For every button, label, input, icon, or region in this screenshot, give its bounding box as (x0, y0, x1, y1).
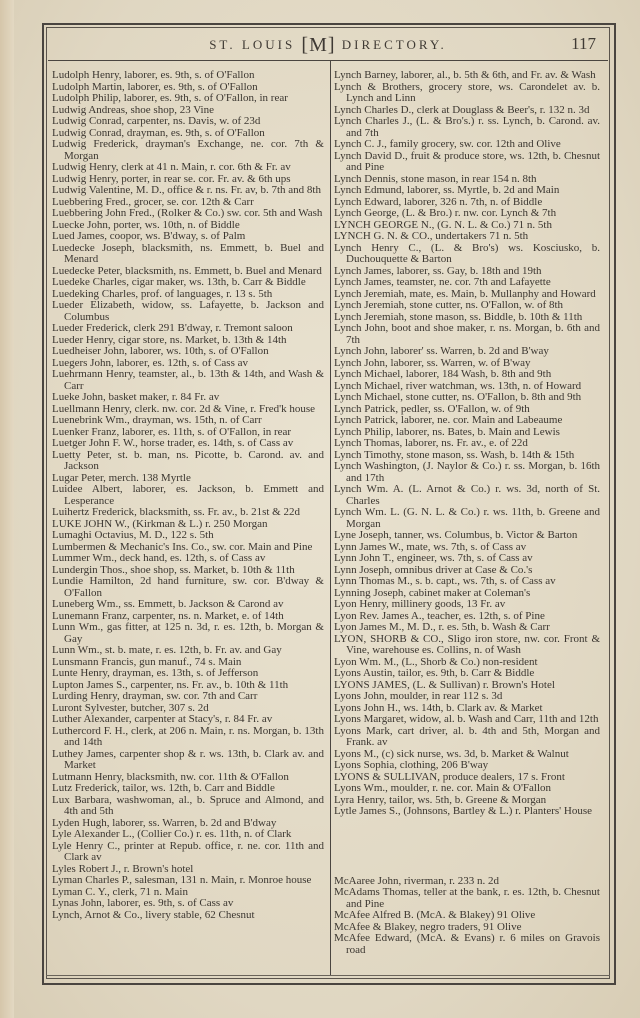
directory-entry: Lynch Philip, laborer, ns. Bates, b. Main and Lewis (334, 425, 560, 438)
directory-entry: Lynch Wm. A. (L. Arnot & Co.) r. ws. 3d, north of St. Charles (334, 483, 600, 507)
directory-entry: Lynch James, laborer, ss. Gay, b. 18th and 19th (334, 264, 542, 277)
directory-entry: Lynas John, laborer, es. 9th, s. of Cass av (52, 897, 234, 909)
directory-entry: Lyon Henry, millinery goods, 13 Fr. av (334, 598, 506, 610)
directory-entry: LYON, SHORB & CO., Sligo iron store, nw. cor. Front & Vine, warehouse es. Collins, n. of Wash (334, 632, 600, 656)
bottom-rule (46, 975, 610, 976)
directory-entry: Lynch Patrick, pedler, ss. O'Fallon, w. of 9th (334, 402, 530, 415)
directory-entry: Lynch Patrick, laborer, ne. cor. Main and Labeaume (334, 414, 563, 426)
directory-entry: Lueke John, basket maker, r. 84 Fr. av (52, 391, 220, 403)
directory-entry: Lyman Charles P., salesman, 131 n. Main, r. Monroe house (52, 874, 312, 886)
directory-entry: Lyden Hugh, laborer, ss. Warren, b. 2d and B'dway (52, 816, 277, 829)
directory-entry: McAaree John, riverman, r. 233 n. 2d (334, 874, 499, 887)
directory-entry: Lynch Wm. L. (G. N. L. & Co.) r. ws. 11th, b. Greene and Morgan (334, 506, 600, 530)
directory-entry: Lynch Charles J., (L. & Bro's.) r. ss. Lynch, b. Carond. av. and 7th (334, 115, 600, 139)
directory-entry: Lutz Frederick, tailor, ws. 12th, b. Carr and Biddle (52, 782, 275, 794)
directory-entry: Luebbering John Fred., (Rolker & Co.) sw. cor. 5th and Wash (52, 207, 323, 219)
directory-entry: Lynch Edmund, laborer, ss. Myrtle, b. 2d and Main (334, 184, 560, 196)
directory-entry: Lynn John T., engineer, ws. 7th, s. of Cass av (334, 552, 533, 564)
directory-entry: Luetty Peter, st. b. man, ns. Picotte, b. Carond. av. and Jackson (52, 448, 324, 472)
directory-entry: Lugar Peter, merch. 138 Myrtle (52, 471, 191, 484)
directory-entry: Ludwig Henry, porter, in rear se. cor. Fr. av. & 6th ups (52, 172, 291, 185)
directory-entry: Luegers John, laborer, es. 12th, s. of Cass av (52, 356, 248, 369)
directory-entry: Luenebrink Wm., drayman, ws. 15th, n. of Carr (52, 414, 262, 426)
directory-entry: Lynn Thomas M., s. b. capt., ws. 7th, s. of Cass av (334, 575, 556, 587)
directory-entry: Luedecke Peter, blacksmith, ns. Emmett, b. Buel and Menard (52, 264, 322, 277)
directory-entry: Lyle Henry C., printer at Repub. office, r. ne. cor. 11th and Clark av (52, 839, 324, 863)
directory-entry: Lynch Jeremiah, stone cutter, ns. O'Fallon, w. of 8th (334, 299, 564, 311)
directory-entry: McAdams Thomas, teller at the bank, r. es. 12th, b. Chesnut and Pine (334, 886, 600, 910)
directory-entry: Lynch John, laborer, ss. Warren, w. of B'way (334, 356, 531, 369)
directory-entry: Luebbering Fred., grocer, se. cor. 12th & Carr (52, 195, 254, 208)
directory-entry: Luthercord F. H., clerk, at 206 n. Main, r. ns. Morgan, b. 13th and 14th (52, 724, 324, 748)
directory-entry: LYONS & SULLIVAN, produce dealers, 17 s. Front (334, 770, 565, 783)
directory-entry: Lynch Washington, (J. Naylor & Co.) r. ss. Morgan, b. 16th and 17th (334, 460, 600, 484)
left-column (52, 70, 324, 921)
directory-entry: Lumaghi Octavius, M. D., 122 s. 5th (52, 529, 214, 541)
directory-entry: Lueder Elizabeth, widow, ss. Lafayette, b. Jackson and Columbus (52, 299, 324, 323)
directory-entry: Luetger John F. W., horse trader, es. 14th, s. of Cass av (52, 437, 294, 449)
directory-entry: Lyons Wm., moulder, r. ne. cor. Main & O'Fallon (334, 782, 552, 794)
section-letter: [M] (301, 34, 336, 56)
directory-entry: Luenker Franz, laborer, es. 11th, s. of O'Fallon, in rear (52, 425, 292, 438)
directory-entry: Ludolph Martin, laborer, es. 9th, s. of O'Fallon (52, 80, 258, 93)
directory-entry: Lundie Hamilton, 2d hand furniture, sw. cor. B'dway & O'Fallon (52, 575, 324, 599)
directory-entry: Luedecke Joseph, blacksmith, ns. Emmett, b. Buel and Menard (52, 241, 324, 265)
directory-entry: Lynch Michael, laborer, 184 Wash, b. 8th and 9th (334, 368, 552, 380)
directory-entry: Lumbermen & Mechanic's Ins. Co., sw. cor. Main and Pine (52, 540, 313, 553)
directory-entry: McAfee & Blakey, negro traders, 91 Olive (334, 920, 522, 933)
directory-entry: Lummer Wm., deck hand, es. 12th, s. of Cass av (52, 552, 266, 564)
directory-entry: Lynn Joseph, omnibus driver at Case & Co.'s (334, 563, 533, 576)
directory-entry: Lynch George, (L. & Bro.) r. nw. cor. Lynch & 7th (334, 207, 557, 219)
directory-entry: Lyman C. Y., clerk, 71 n. Main (52, 885, 188, 898)
directory-entry: Lynch John, boot and shoe maker, r. ns. Morgan, b. 6th and 7th (334, 322, 600, 346)
directory-entry: Luront Sylvester, butcher, 307 s. 2d (52, 701, 209, 714)
page-number: 117 (571, 34, 596, 53)
directory-entry: Ludwig Conrad, drayman, es. 9th, s. of O'Fallon (52, 126, 265, 139)
directory-entry: LYNCH GEORGE N., (G. N. L. & Co.) 71 n. 5th (334, 218, 552, 231)
directory-entry: Lynning Joseph, cabinet maker at Coleman's (334, 586, 531, 599)
directory-entry: Lyons Margaret, widow, al. b. Wash and Carr, 11th and 12th (334, 713, 599, 725)
directory-entry: Lyons Austin, tailor, es. 9th, b. Carr & Biddle (334, 667, 535, 679)
directory-entry: Luihertz Frederick, blacksmith, ss. Fr. av., b. 21st & 22d (52, 506, 300, 518)
directory-entry: Ludolph Henry, laborer, es. 9th, s. of O'Fallon (52, 69, 255, 81)
directory-entry: Lynch Michael, stone cutter, ns. O'Fallon, b. 8th and 9th (334, 391, 582, 403)
directory-entry: Luedeking Charles, prof. of languages, r. 13 s. 5th (52, 287, 273, 300)
directory-entry: Lynch Jeremiah, stone mason, ss. Biddle, b. 10th & 11th (334, 310, 583, 323)
directory-entry: Lynch Dennis, stone mason, in rear 154 n. 8th (334, 172, 537, 185)
directory-entry: Ludwig Henry, clerk at 41 n. Main, r. cor. 6th & Fr. av (52, 161, 291, 173)
directory-entry: Lunemann Franz, carpenter, ns. n. Market, e. of 14th (52, 609, 284, 622)
directory-entry: Lynch C. J., family grocery, sw. cor. 12th and Olive (334, 138, 561, 150)
directory-entry: Lynn James W., mate, ws. 7th, s. of Cass av (334, 540, 527, 553)
title-directory: DIRECTORY. (341, 37, 447, 52)
directory-entry: Lyles Robert J., r. Brown's hotel (52, 862, 194, 875)
directory-entry: Lynch David D., fruit & produce store, ws. 12th, b. Chesnut and Pine (334, 149, 600, 173)
directory-entry: Lueder Henry, cigar store, ns. Market, b. 13th & 14th (52, 333, 287, 346)
directory-entry: Lupton James S., carpenter, ns. Fr. av., b. 10th & 11th (52, 678, 289, 691)
title-city: ST. LOUIS (209, 37, 296, 52)
directory-entry: Lyon Rev. James A., teacher, es. 12th, s. of Pine (334, 609, 545, 622)
directory-entry: Ludwig Valentine, M. D., office & r. ns. Fr. av, b. 7th and 8th (52, 184, 321, 196)
directory-entry: Lyons Mark, cart driver, al. b. 4th and 5th, Morgan and Frank. av (334, 724, 600, 748)
directory-entry: LYONS JAMES, (L. & Sullivan) r. Brown's Hotel (334, 678, 555, 691)
directory-entry: Lutmann Henry, blacksmith, nw. cor. 11th & O'Fallon (52, 770, 289, 783)
directory-entry: LUKE JOHN W., (Kirkman & L.) r. 250 Morgan (52, 517, 268, 530)
directory-entry: Lunn Wm., gas fitter, at 125 n. 3d, r. es. 12th, b. Morgan & Gay (52, 621, 324, 645)
directory-entry: Lunsmann Francis, gun manuf., 74 s. Main (52, 655, 242, 668)
directory-entry: Lyra Henry, tailor, ws. 5th, b. Greene & Morgan (334, 793, 547, 806)
directory-entry: Ludolph Philip, laborer, es. 9th, s. of O'Fallon, in rear (52, 92, 288, 104)
directory-entry: Luedheiser John, laborer, ws. 10th, s. of O'Fallon (52, 345, 269, 357)
running-header (48, 30, 608, 61)
directory-entry: Lynch Barney, laborer, al., b. 5th & 6th, and Fr. av. & Wash (334, 69, 596, 81)
directory-entry: Lyon Wm. M., (L., Shorb & Co.) non-resident (334, 655, 538, 668)
directory-entry: Lundergin Thos., shoe shop, ss. Market, b. 10th & 11th (52, 563, 295, 576)
directory-entry: Ludwig Andreas, shoe shop, 23 Vine (52, 103, 214, 116)
directory-entry: Lurding Henry, drayman, sw. cor. 7th and Carr (52, 690, 258, 702)
directory-entry: Ludwig Frederick, drayman's Exchange, ne. cor. 7th & Morgan (52, 138, 324, 162)
directory-entry: Lyons M., (c) sick nurse, ws. 3d, b. Market & Walnut (334, 747, 569, 760)
directory-entry: Lynch Charles D., clerk at Douglass & Beer's, r. 132 n. 3d (334, 103, 590, 116)
directory-entry: Lunn Wm., st. b. mate, r. es. 12th, b. Fr. av. and Gay (52, 644, 282, 656)
directory-entry: Lyons Sophia, clothing, 206 B'way (334, 759, 489, 771)
directory-entry: Lyon James M., M. D., r. es. 5th, b. Wash & Carr (334, 621, 550, 633)
directory-entry: Lyons John H., ws. 14th, b. Clark av. & Market (334, 701, 543, 714)
directory-entry: Lynch Michael, river watchman, ws. 13th, n. of Howard (334, 379, 582, 392)
running-title (48, 34, 608, 57)
directory-entry: Lynch Edward, laborer, 326 n. 7th, n. of Biddle (334, 195, 543, 208)
directory-entry: Lytle James S., (Johnsons, Bartley & L.) r. Planters' House (334, 805, 593, 817)
page-edge (0, 0, 14, 1018)
directory-entry: Luecke John, porter, ws. 10th, n. of Biddle (52, 218, 240, 231)
directory-entry: McAfee Edward, (McA. & Evans) r. 6 miles on Gravois road (334, 932, 600, 956)
directory-entry: Luneberg Wm., ss. Emmett, b. Jackson & Carond av (52, 598, 284, 610)
directory-entry: LYNCH G. N. & CO., undertakers 71 n. 5th (334, 230, 529, 242)
directory-entry: Luther Alexander, carpenter at Stacy's, r. 84 Fr. av (52, 713, 273, 725)
directory-entry: Lyle Alexander L., (Collier Co.) r. es. 11th, n. of Clark (52, 828, 292, 840)
directory-entry: Lynch, Arnot & Co., livery stable, 62 Chesnut (52, 908, 255, 921)
directory-entry: Luedeke Charles, cigar maker, ws. 13th, b. Carr & Biddle (52, 276, 306, 288)
directory-entry: Lued James, coopor, ws. B'dway, s. of Palm (52, 230, 246, 242)
directory-entry: Lynch Timothy, stone mason, ss. Wash, b. 14th & 15th (334, 448, 575, 461)
directory-entry: Lyne Joseph, tanner, ws. Columbus, b. Victor & Barton (334, 529, 578, 541)
right-column (334, 70, 600, 956)
directory-entry: Lynch Thomas, laborer, ns. Fr. av., e. of 22d (334, 437, 528, 449)
directory-entry: Ludwig Conrad, carpenter, ns. Davis, w. of 23d (52, 115, 261, 127)
directory-entry: Luehrmann Henry, teamster, al., b. 13th & 14th, and Wash & Carr (52, 368, 324, 392)
directory-entry: Luthey James, carpenter shop & r. ws. 13th, b. Clark av. and Market (52, 747, 324, 771)
directory-entry: Lunte Henry, drayman, es. 13th, s. of Jefferson (52, 667, 259, 679)
directory-entry: Luidee Albert, laborer, es. Jackson, b. Emmett and Lesperance (52, 483, 324, 507)
directory-entry: Lux Barbara, washwoman, al., b. Spruce and Almond, and 4th and 5th (52, 793, 324, 817)
directory-entry: Luellmann Henry, clerk. nw. cor. 2d & Vine, r. Fred'k house (52, 402, 316, 415)
directory-entry: Lynch Jeremiah, mate, es. Main, b. Mullanphy and Howard (334, 287, 596, 300)
directory-entry: Lueder Frederick, clerk 291 B'dway, r. Tremont saloon (52, 322, 293, 334)
directory-entry: Lynch & Brothers, grocery store, ws. Carondelet av. b. Lynch and Linn (334, 80, 600, 104)
directory-entry: McAfee Alfred B. (McA. & Blakey) 91 Olive (334, 909, 536, 921)
directory-entry: Lynch John, laborer' ss. Warren, b. 2d and B'way (334, 345, 549, 357)
directory-entry: Lynch James, teamster, ne. cor. 7th and Lafayette (334, 276, 551, 288)
directory-entry: Lyons John, moulder, in rear 112 s. 3d (334, 690, 503, 702)
directory-entry: Lynch Henry C., (L. & Bro's) ws. Kosciusko, b. Duchouquette & Barton (334, 241, 600, 265)
column-divider (330, 61, 331, 975)
